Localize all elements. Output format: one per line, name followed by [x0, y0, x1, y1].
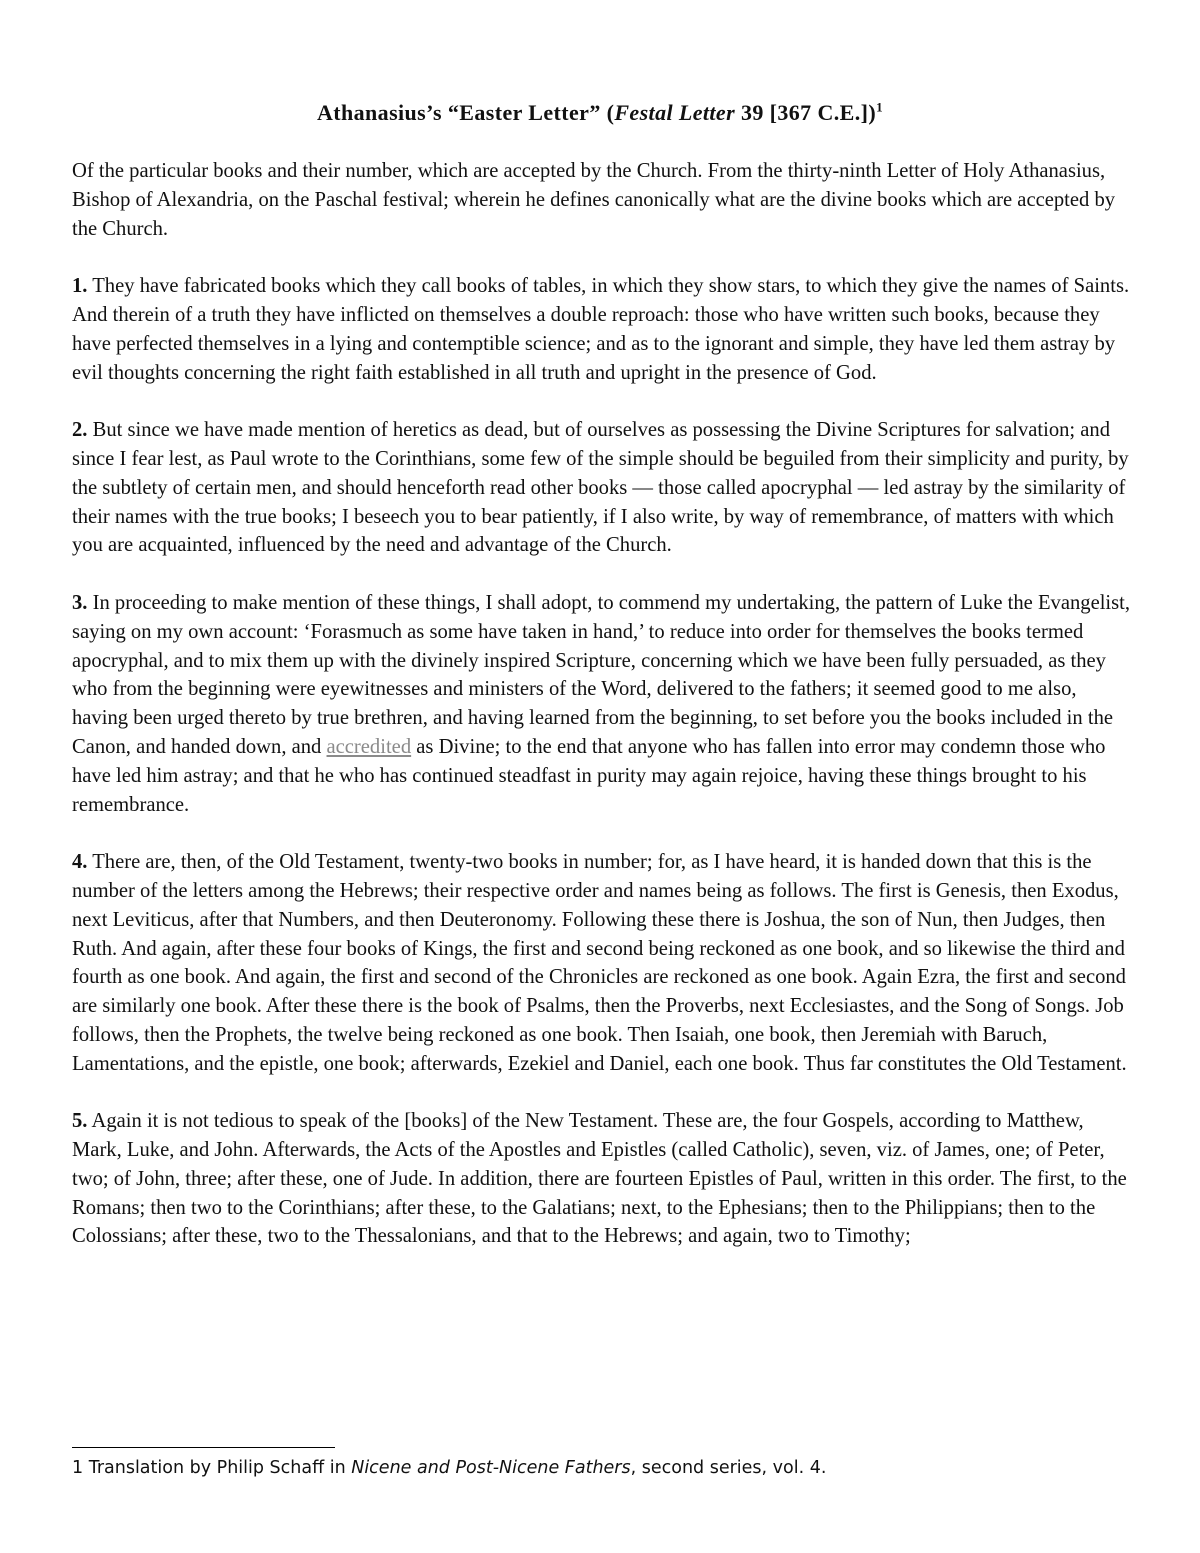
title-main: Athanasius’s “Easter Letter” (	[316, 100, 615, 125]
footnote-italic-title: Nicene and Post-Nicene Fathers	[351, 1458, 631, 1478]
accredited-link[interactable]: accredited	[326, 735, 412, 758]
footnote-number: 1	[72, 1458, 84, 1478]
footnote-text-before: Translation by Philip Schaff in	[83, 1458, 352, 1478]
page-title	[0, 98, 1200, 128]
paragraph-text: There are, then, of the Old Testament, twenty-two books in number; for, as I have heard, it is handed down that this is the number of the letters among the Hebrews; their respective order and names being as follows. The first is Genesis, then Exodus, next Leviticus, after that Numbers, and then Deuteronomy. Following these there is Joshua, the son of Nun, then Judges, then Ruth. And again, after these four books of Kings, the first and second being reckoned as one book, and so likewise the third and fourth as one book. And again, the first and second of the Chronicles are reckoned as one book. Again Ezra, the first and second are similarly one book. After these there is the book of Psalms, then the Proverbs, next Ecclesiastes, and the Song of Songs. Job follows, then the Prophets, the twelve being reckoned as one book. Then Isaiah, one book, then Jeremiah with Baruch, Lamentations, and the epistle, one book; afterwards, Ezekiel and Daniel, each one book. Thus far constitutes the Old Testament.	[72, 851, 1127, 1075]
paragraph-number: 5.	[72, 1110, 88, 1133]
paragraph-1	[72, 272, 1132, 387]
paragraph-text: Again it is not tedious to speak of the [books] of the New Testament. These are, the four Gospels, according to Matthew, Mark, Luke, and John. Afterwards, the Acts of the Apostles and Epistles (called Catholic), seven, viz. of James, one; of Peter, two; of John, three; after these, one of Jude. In addition, there are fourteen Epistles of Paul, written in this order. The first, to the Romans; then two to the Corinthians; after these, to the Galatians; next, to the Ephesians; then to the Philippians; then to the Colossians; after these, two to the Thessalonians, and that to the Hebrews; and again, two to Timothy;	[72, 1110, 1127, 1248]
paragraph-4	[72, 848, 1132, 1078]
paragraph-text-after-link: as Divine; to the end that anyone who has fallen into error may condemn those who have led him astray; and that he who has continued steadfast in purity may again rejoice, having these things brought to his remembrance.	[72, 735, 1106, 816]
paragraph-3	[72, 589, 1132, 819]
footnote-divider	[72, 1447, 335, 1448]
intro-paragraph: Of the particular books and their number, which are accepted by the Church. From the thirty-ninth Letter of Holy Athanasius, Bishop of Alexandria, on the Paschal festival; wherein he defines canonically what are the divine books which are accepted by the Church.	[72, 160, 1116, 240]
paragraph-5	[72, 1107, 1132, 1251]
paragraph-text: They have fabricated books which they call books of tables, in which they show stars, to which they give the names of Saints. And therein of a truth they have inflicted on themselves a double reproach: those who have written such books, because they have perfected themselves in a lying and contemptible science; and as to the ignorant and simple, they have led them astray by evil thoughts concerning the right faith established in all truth and upright in the presence of God.	[72, 275, 1130, 384]
paragraph-number: 3.	[72, 591, 88, 614]
paragraph-number: 4.	[72, 851, 88, 874]
paragraph-text-before-link: In proceeding to make mention of these things, I shall adopt, to commend my undertaking, the pattern of Luke the Evangelist, saying on my own account: ‘Forasmuch as some have taken in hand,’ to reduce into order for themselves the books termed apocryphal, and to mix them up with the divinely inspired Scripture, concerning which we have been fully persuaded, as they who from the beginning were eyewitnesses and ministers of the Word, delivered to the fathers; it seemed good to me also, having been urged thereto by true brethren, and having learned from the beginning, to set before you the books included in the Canon, and handed down, and	[72, 591, 1131, 758]
paragraph-text: But since we have made mention of heretics as dead, but of ourselves as possessing the Divine Scriptures for salvation; and since I fear lest, as Paul wrote to the Corinthians, some few of the simple should be beguiled from their simplicity and purity, by the subtlety of certain men, and should henceforth read other books — those called apocryphal — led astray by the similarity of their names with the true books; I beseech you to bear patiently, if I also write, by way of remembrance, of matters with which you are acquainted, influenced by the need and advantage of the Church.	[72, 419, 1129, 557]
title-footnote-ref[interactable]: 1	[876, 99, 883, 115]
paragraph-number: 2.	[72, 419, 88, 442]
footnote-text-after: , second series, vol. 4.	[630, 1458, 827, 1478]
title-rest: 39 [367 C.E.])	[735, 100, 877, 125]
title-italic: Festal Letter	[614, 100, 736, 125]
letter-body	[72, 157, 1132, 1280]
paragraph-number: 1.	[72, 275, 88, 298]
paragraph-2	[72, 416, 1132, 560]
footnote	[72, 1455, 1132, 1481]
